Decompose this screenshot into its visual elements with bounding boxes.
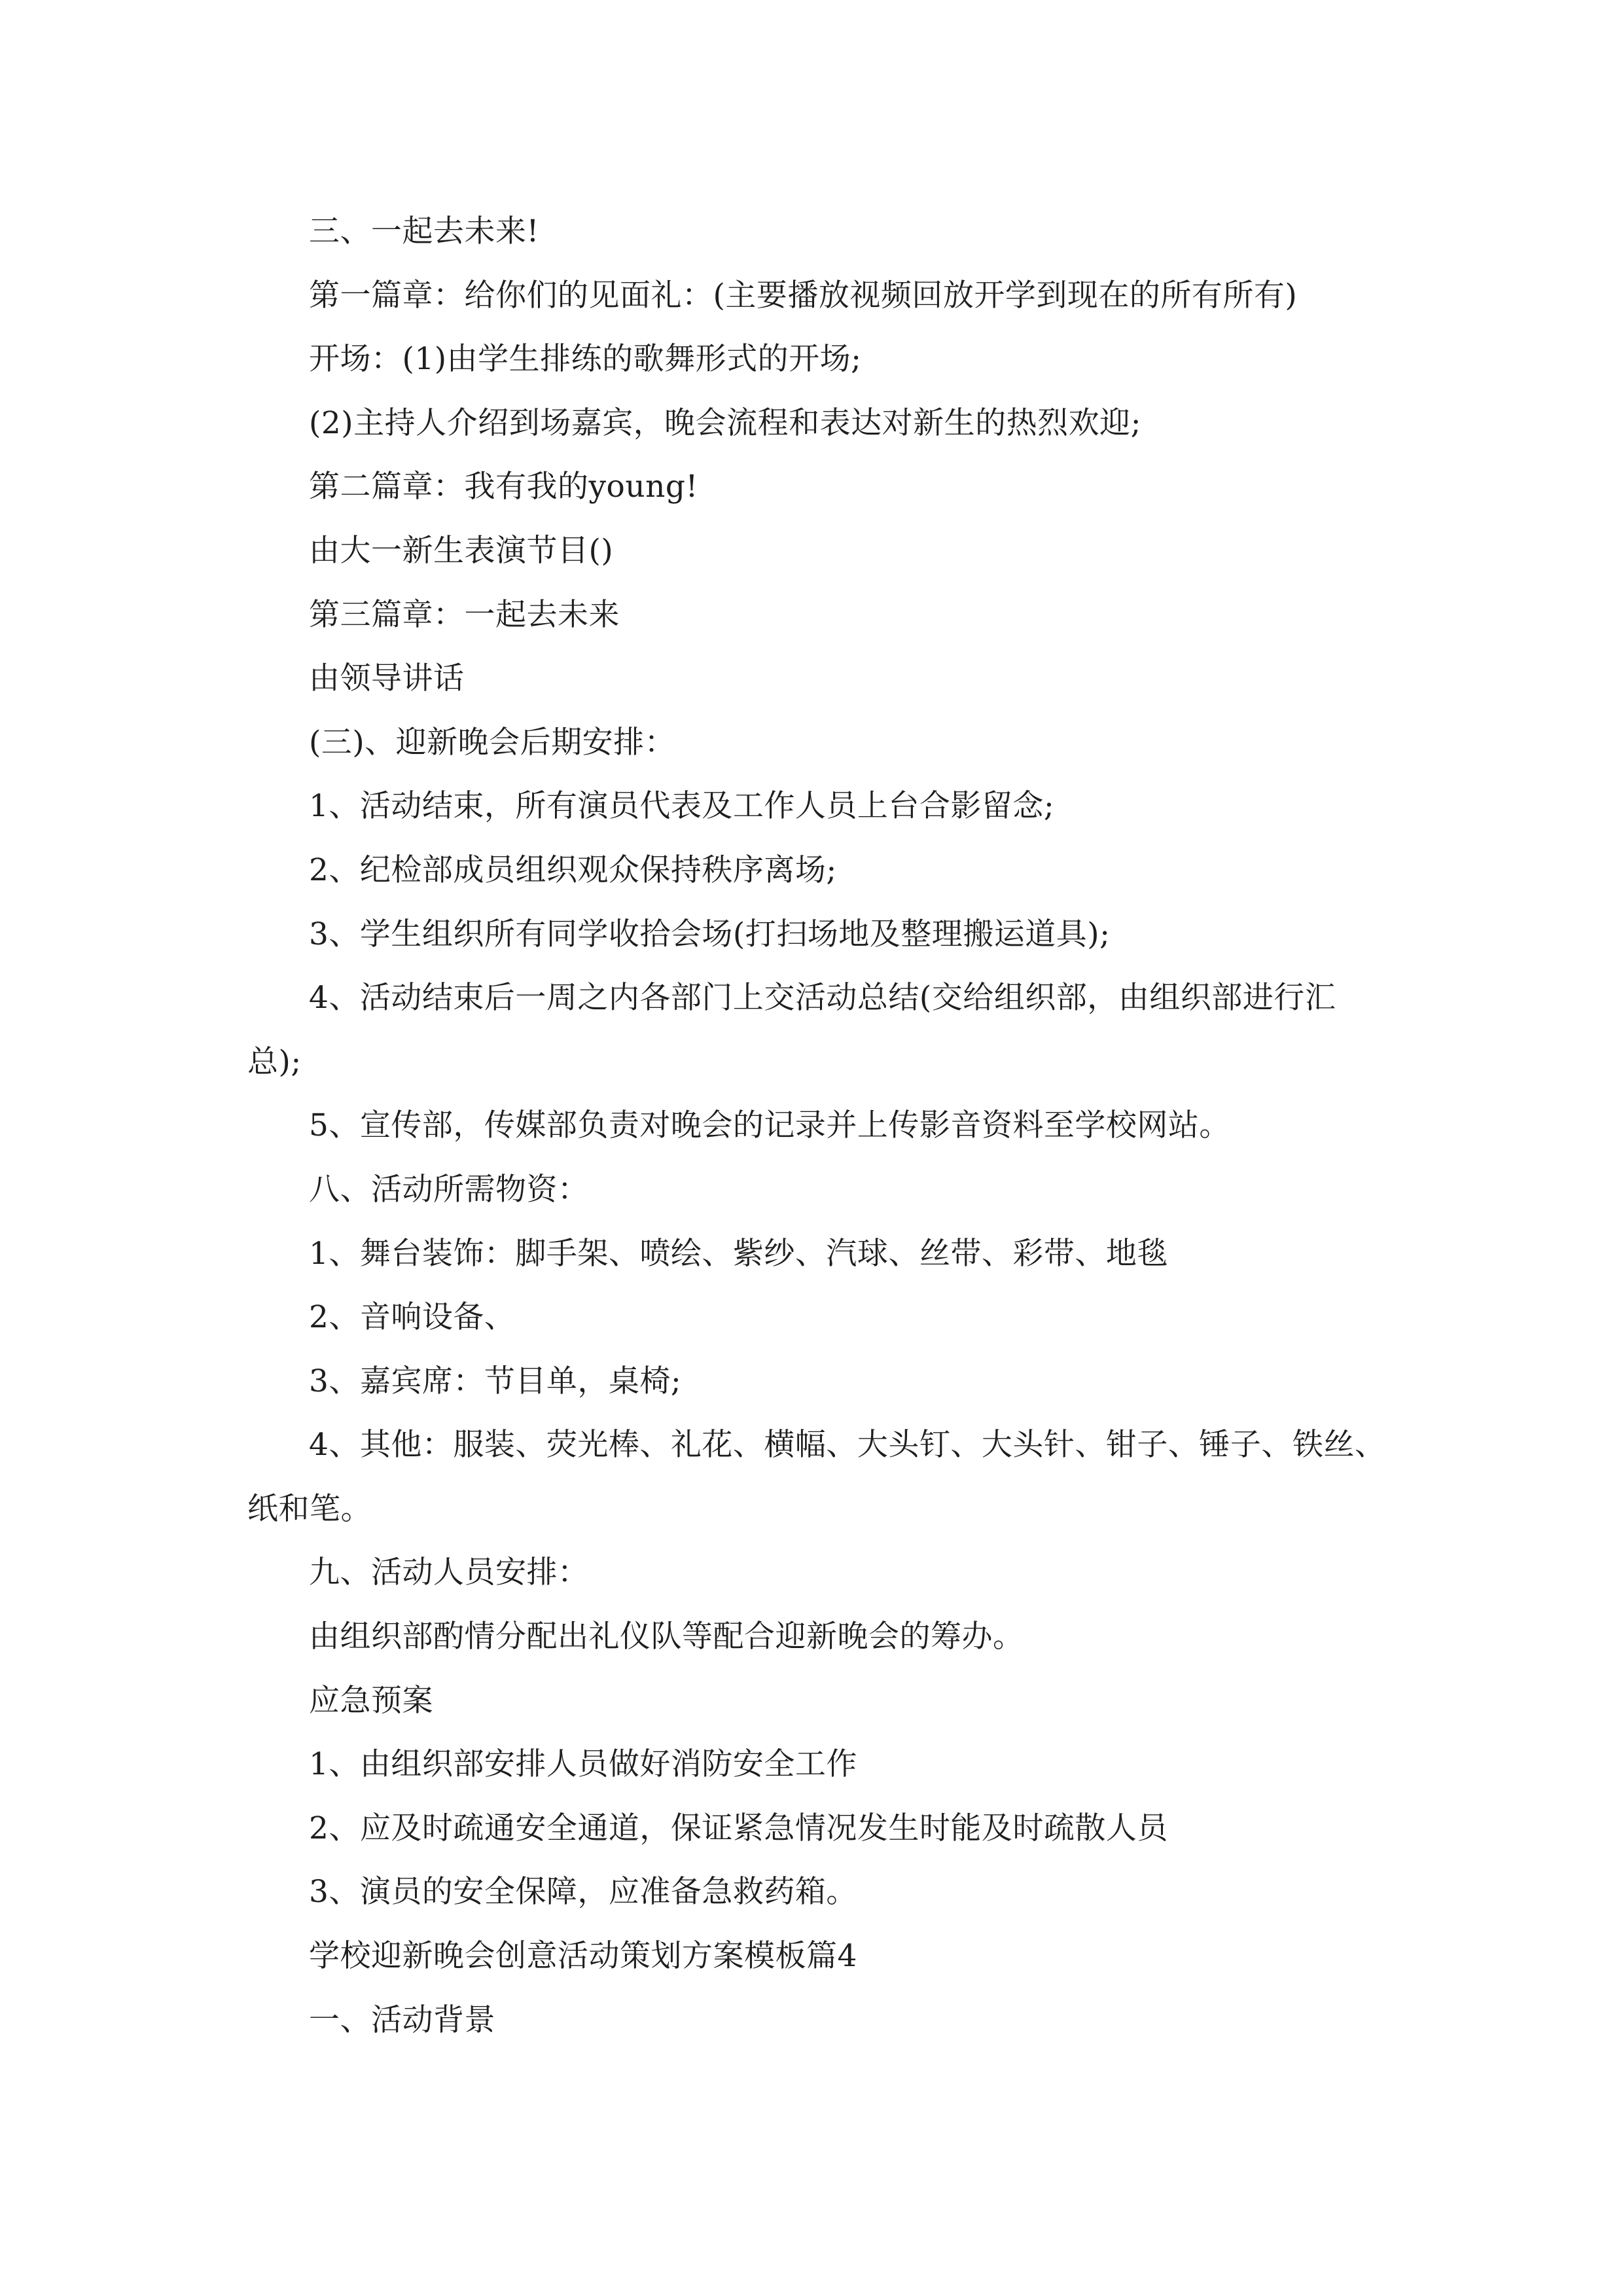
paragraph-section-three-title: 三、一起去未来! [309, 213, 539, 249]
paragraph-chapter-one: 第一篇章：给你们的见面礼：(主要播放视频回放开学到现在的所有所有) [309, 277, 1298, 314]
paragraph-activity-background: 一、活动背景 [309, 2001, 495, 2038]
paragraph-staff-heading: 九、活动人员安排： [309, 1554, 589, 1591]
paragraph-materials-item-3: 3、嘉宾席：节目单，桌椅; [309, 1363, 682, 1399]
paragraph-materials-heading: 八、活动所需物资： [309, 1171, 589, 1208]
paragraph-materials-item-1: 1、舞台装饰：脚手架、喷绘、紫纱、汽球、丝带、彩带、地毯 [309, 1235, 1168, 1272]
paragraph-staff-detail: 由组织部酌情分配出礼仪队等配合迎新晚会的筹办。 [309, 1619, 1024, 1655]
document-body [247, 200, 1386, 2052]
paragraph-freshman-performance: 由大一新生表演节目() [309, 532, 614, 569]
paragraph-post-arrangements-heading: (三)、迎新晚会后期安排： [309, 724, 676, 761]
paragraph-template-four-title: 学校迎新晚会创意活动策划方案模板篇4 [309, 1938, 857, 1975]
paragraph-post-item-3: 3、学生组织所有同学收拾会场(打扫场地及整理搬运道具); [309, 916, 1111, 952]
paragraph-post-item-4: 4、活动结束后一周之内各部门上交活动总结(交给组织部，由组织部进行汇总); [247, 980, 1336, 1080]
paragraph-post-item-1: 1、活动结束，所有演员代表及工作人员上台合影留念; [309, 788, 1055, 825]
paragraph-chapter-three: 第三篇章：一起去未来 [309, 596, 620, 633]
paragraph-materials-item-2: 2、音响设备、 [309, 1299, 516, 1336]
paragraph-opening: 开场：(1)由学生排练的歌舞形式的开场; [309, 341, 862, 378]
paragraph-chapter-two: 第二篇章：我有我的young! [309, 469, 698, 505]
paragraph-leader-speech: 由领导讲话 [309, 660, 465, 697]
paragraph-host-intro: (2)主持人介绍到场嘉宾，晚会流程和表达对新生的热烈欢迎; [309, 404, 1141, 441]
paragraph-emergency-item-2: 2、应及时疏通安全通道，保证紧急情况发生时能及时疏散人员 [309, 1810, 1168, 1846]
paragraph-post-item-5: 5、宣传部，传媒部负责对晚会的记录并上传影音资料至学校网站。 [309, 1107, 1230, 1144]
paragraph-emergency-item-1: 1、由组织部安排人员做好消防安全工作 [309, 1746, 857, 1783]
paragraph-materials-item-4: 4、其他：服装、荧光棒、礼花、横幅、大头钉、大头针、钳子、锤子、铁丝、纸和笔。 [247, 1427, 1386, 1527]
paragraph-emergency-item-3: 3、演员的安全保障，应准备急救药箱。 [309, 1874, 857, 1910]
paragraph-emergency-heading: 应急预案 [309, 1682, 433, 1719]
paragraph-post-item-2: 2、纪检部成员组织观众保持秩序离场; [309, 852, 837, 888]
